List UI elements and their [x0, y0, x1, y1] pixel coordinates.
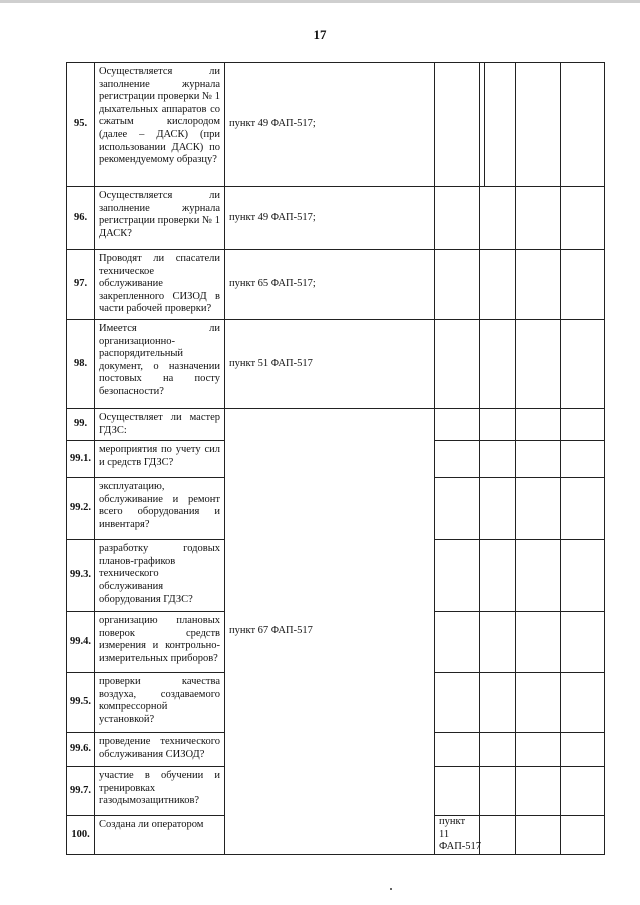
reference-cell: пункт 51 ФАП-517: [225, 320, 435, 409]
mark-cell: [480, 612, 516, 673]
mark-cell: [516, 767, 561, 816]
mark-cell: [435, 733, 480, 767]
mark-cell: [480, 409, 516, 441]
row-number: 99.: [67, 409, 95, 441]
mark-cell: [435, 478, 480, 540]
page-number: 17: [313, 27, 327, 42]
mark-cell: [480, 187, 516, 250]
mark-cell: [480, 673, 516, 733]
mark-cell: [435, 540, 480, 612]
scan-speck: [390, 888, 392, 890]
table-row: [67, 409, 605, 441]
row-number: 99.6.: [67, 733, 95, 767]
row-number: 96.: [67, 187, 95, 250]
mark-cell: [516, 816, 561, 855]
row-number: 95.: [67, 63, 95, 187]
mark-cell: [435, 767, 480, 816]
table-row: [67, 250, 605, 320]
mark-cell: [435, 673, 480, 733]
row-number: 99.1.: [67, 441, 95, 478]
question-cell: [95, 816, 225, 855]
question-cell: [95, 63, 225, 187]
question-cell: [95, 673, 225, 733]
mark-cell: [561, 250, 605, 320]
checklist-table: [66, 62, 605, 855]
mark-cell: [435, 441, 480, 478]
question-cell: [95, 767, 225, 816]
question-text: Осуществляется ли заполнение журнала регистрации проверки № 1 ДАСК?: [99, 190, 220, 239]
mark-cell: [435, 320, 480, 409]
question-text: организацию плановых поверок средств измерения и контрольно-измерительных приборов?: [99, 615, 220, 664]
question-text: Проводят ли спасатели техническое обслуживание закрепленного СИЗОД в части рабочей проверки?: [99, 253, 220, 315]
mark-cell: [516, 478, 561, 540]
row-number: 99.7.: [67, 767, 95, 816]
mark-cell: [561, 816, 605, 855]
table-row: [67, 187, 605, 250]
mark-cell: [561, 320, 605, 409]
mark-cell: [561, 733, 605, 767]
reference-cell-group-99: пункт 67 ФАП-517: [225, 409, 435, 855]
row-number: 99.2.: [67, 478, 95, 540]
mark-cell: [561, 441, 605, 478]
question-cell: [95, 478, 225, 540]
question-text: мероприятия по учету сил и средств ГДЗС?: [99, 444, 220, 468]
mark-cell: [516, 187, 561, 250]
mark-cell: [561, 63, 605, 187]
row-number: 98.: [67, 320, 95, 409]
mark-cell: [561, 187, 605, 250]
mark-cell: [435, 409, 480, 441]
mark-cell: [480, 733, 516, 767]
mark-cell: [480, 441, 516, 478]
reference-cell: пункт 65 ФАП-517;: [225, 250, 435, 320]
question-text: Создана ли оператором: [99, 819, 204, 831]
row-number: 97.: [67, 250, 95, 320]
row-number: 99.4.: [67, 612, 95, 673]
mark-cell: [516, 441, 561, 478]
row-number: 99.3.: [67, 540, 95, 612]
mark-cell: [561, 767, 605, 816]
mark-cell: [561, 478, 605, 540]
mark-cell: [435, 187, 480, 250]
question-cell: [95, 441, 225, 478]
question-cell: [95, 612, 225, 673]
mark-cell: [561, 540, 605, 612]
mark-cell: [516, 250, 561, 320]
mark-cell: [480, 63, 516, 187]
reference-cell: пункт 49 ФАП-517;: [225, 63, 435, 187]
mark-cell: [435, 250, 480, 320]
mark-cell: [561, 612, 605, 673]
question-cell: [95, 733, 225, 767]
question-cell: [95, 409, 225, 441]
mark-cell: [516, 733, 561, 767]
mark-cell: [480, 478, 516, 540]
question-cell: [95, 540, 225, 612]
mark-cell: [480, 767, 516, 816]
reference-cell: пункт 11 ФАП-517: [435, 816, 480, 855]
question-text: разработку годовых планов-графиков технического обслуживания оборудования ГДЗС?: [99, 543, 220, 605]
mark-cell: [480, 320, 516, 409]
mark-cell: [561, 409, 605, 441]
table-row: [67, 320, 605, 409]
question-cell: [95, 187, 225, 250]
mark-cell: [516, 409, 561, 441]
mark-cell: [516, 673, 561, 733]
row-number: 99.5.: [67, 673, 95, 733]
mark-cell: [435, 612, 480, 673]
mark-cell: [480, 250, 516, 320]
mark-cell: [516, 320, 561, 409]
question-text: Осуществляет ли мастер ГДЗС:: [99, 412, 220, 436]
question-text: участие в обучении и тренировках газодымозащитников?: [99, 770, 220, 807]
mark-cell: [435, 63, 480, 187]
question-text: Осуществляется ли заполнение журнала регистрации проверки № 1 дыхательных аппаратов со сжатым кислородом (далее – ДАСК) (при использовании ДАСК) по рекомендуемому образцу?: [99, 66, 220, 166]
question-cell: [95, 320, 225, 409]
mark-cell: [480, 540, 516, 612]
mark-cell: [516, 612, 561, 673]
question-cell: [95, 250, 225, 320]
mark-cell: [516, 540, 561, 612]
question-text: Имеется ли организационно-распорядительный документ, о назначении постовых на посту безопасности?: [99, 323, 220, 397]
mark-cell: [516, 63, 561, 187]
page-top-edge: [0, 0, 640, 3]
row-number: 100.: [67, 816, 95, 855]
reference-cell: пункт 49 ФАП-517;: [225, 187, 435, 250]
table-row: [67, 63, 605, 187]
question-text: проведение технического обслуживания СИЗОД?: [99, 736, 220, 760]
question-text: эксплуатацию, обслуживание и ремонт всего оборудования и инвентаря?: [99, 481, 220, 530]
mark-cell: [480, 816, 516, 855]
question-text: проверки качества воздуха, создаваемого компрессорной установкой?: [99, 676, 220, 725]
mark-cell: [561, 673, 605, 733]
